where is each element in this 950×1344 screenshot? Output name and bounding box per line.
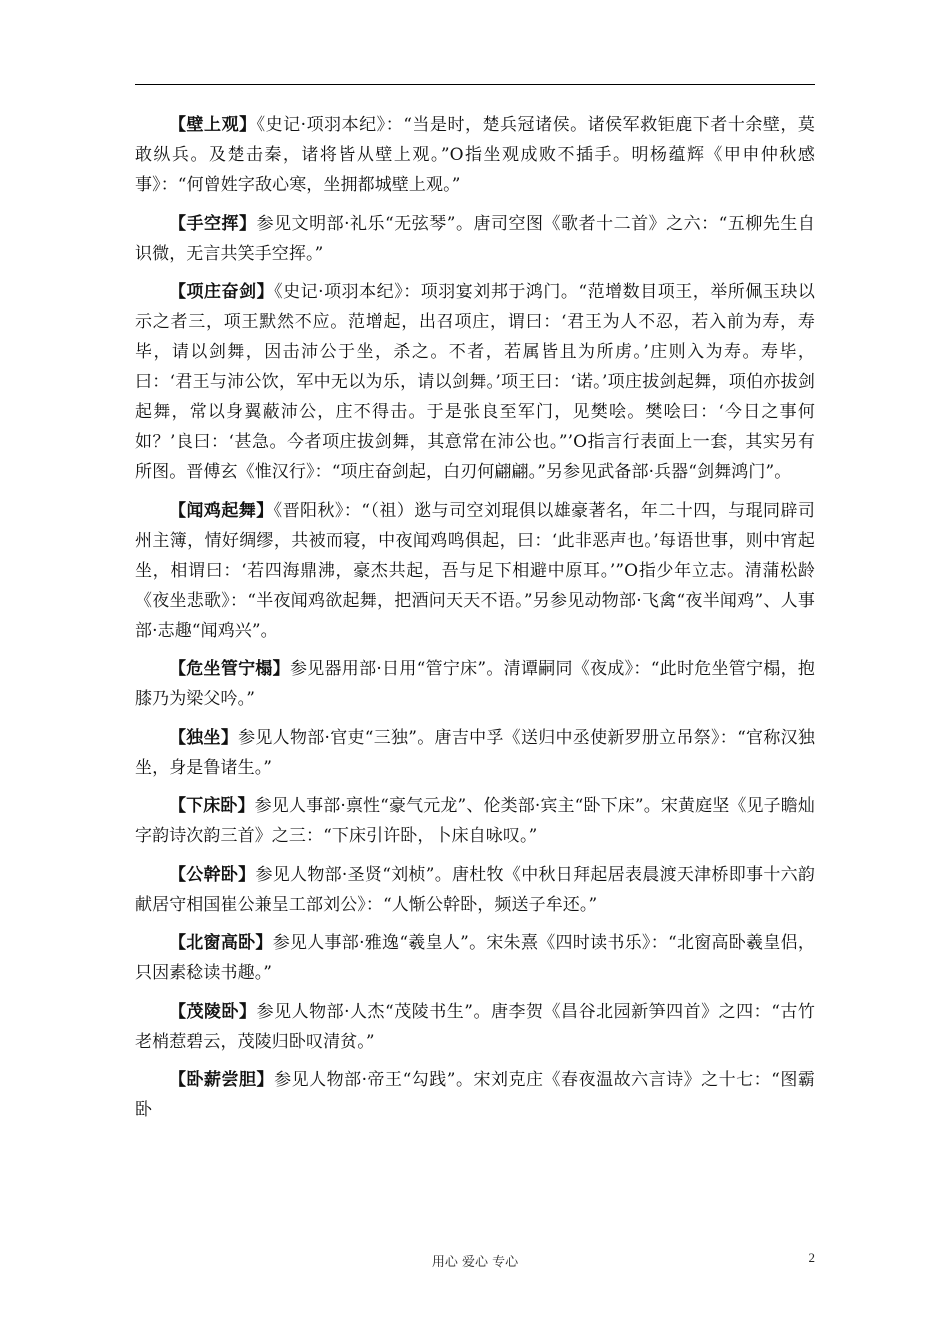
entry-duZuo xyxy=(135,723,815,783)
entry-headword: 【壁上观】 xyxy=(169,115,257,135)
entry-headword: 【手空挥】 xyxy=(169,213,257,234)
entry-text: 参见人物部·帝王“勾践”。宋刘克庄《春夜温故六言诗》之十七：“图霸卧 xyxy=(135,1070,815,1120)
entry-gongGanWo xyxy=(135,860,815,920)
entry-text: 参见人物部·圣贤“刘桢”。唐杜牧《中秋日拜起居表晨渡天津桥即事十六韵献居守相国崔公兼呈工部刘公》：“人惭公幹卧，频送子牟还。” xyxy=(135,864,816,915)
entry-wenJiQiWu xyxy=(135,496,815,646)
entry-maoLingWo xyxy=(135,997,815,1057)
page-number: 2 xyxy=(808,1250,815,1265)
entry-text: 参见人物部·官吏“三独”。唐吉中孚《送归中丞使新罗册立吊祭》：“官称汉独坐，身是鲁诸生。” xyxy=(135,727,815,778)
entry-text: 《晋阳秋》：“（祖）逖与司空刘琨俱以雄豪著名，年二十四，与琨同辟司州主簿，情好绸缪，共被而寝，中夜闻鸡鸣俱起，曰：‘此非恶声也。’每语世事，则中宵起坐，相谓曰：‘若四海鼎沸，豪杰共起，吾与足下相避中原耳。’”О指少年立志。清蒲松龄《夜坐悲歌》：“半夜闻鸡欲起舞，把酒问天天不语。”另参见动物部·飞禽“夜半闻鸡”、人事部·志趣“闻鸡兴”。 xyxy=(135,500,815,641)
entry-text: 《史记·项羽本纪》：“当是时，楚兵冠诸侯。诸侯军救钜鹿下者十余壁，莫敢纵兵。及楚击秦，诸将皆从壁上观。”О指坐观成败不插手。明杨蕴辉《甲申仲秋感事》：“何曾姓字敌心寒，坐拥都城壁上观。” xyxy=(135,115,815,195)
entry-text: 《史记·项羽本纪》：项羽宴刘邦于鸿门。“范增数目项王，举所佩玉玦以示之者三，项王默然不应。范增起，出召项庄，谓曰：‘君王为人不忍，若入前为寿，寿毕，请以剑舞，因击沛公于坐，杀之。不者，若属皆且为所虏。’庄则入为寿。寿毕，曰：‘君王与沛公饮，军中无以为乐，请以剑舞。’项王曰：‘诺。’项庄拔剑起舞，项伯亦拔剑起舞，常以身翼蔽沛公，庄不得击。于是张良至军门，见樊哙。樊哙曰：‘今日之事何如？’良曰：‘甚急。今者项庄拔剑舞，其意常在沛公也。”’О指言行表面上一套，其实另有所图。晋傅玄《惟汉行》：“项庄奋剑起，白刃何翩翩。”另参见武备部·兵器“剑舞鸿门”。 xyxy=(135,282,815,482)
entry-text: 参见人物部·人杰“茂陵书生”。唐李贺《昌谷北园新笋四首》之四：“古竹老梢惹碧云，茂陵归卧叹清贫。” xyxy=(135,1001,816,1052)
entry-headword: 【北窗高卧】 xyxy=(169,933,273,953)
entry-shouKongHui xyxy=(135,209,815,269)
entry-headword: 【危坐管宁榻】 xyxy=(169,659,290,679)
entry-xiaChuangWo xyxy=(135,791,815,851)
footer-motto: 用心 爱心 专心 xyxy=(431,1255,519,1270)
entry-headword: 【独坐】 xyxy=(169,727,239,748)
entry-xiangZhuangFenJian xyxy=(135,277,815,487)
entry-headword: 【卧薪尝胆】 xyxy=(169,1070,275,1090)
entry-headword: 【闻鸡起舞】 xyxy=(169,500,274,521)
entry-headword: 【下床卧】 xyxy=(169,796,255,816)
entry-headword: 【公幹卧】 xyxy=(169,864,256,885)
entry-headword: 【项庄奋剑】 xyxy=(169,282,275,302)
entry-text: 参见人事部·禀性“豪气元龙”、伦类部·宾主“卧下床”。宋黄庭坚《见子瞻灿字韵诗次韵三首》之三：“下床引许卧，卜床自咏叹。” xyxy=(135,796,816,846)
entry-text: 参见文明部·礼乐“无弦琴”。唐司空图《歌者十二首》之六：“五柳先生自识微，无言共笑手空挥。” xyxy=(135,213,816,264)
entry-weiZuoGuanNingTa xyxy=(135,654,815,714)
entry-headword: 【茂陵卧】 xyxy=(169,1001,257,1022)
page-body xyxy=(135,110,815,1134)
header-rule xyxy=(135,84,815,85)
entry-woXinChangDan xyxy=(135,1065,815,1125)
entry-text: 参见器用部·日用“管宁床”。清谭嗣同《夜成》：“此时危坐管宁榻，抱膝乃为梁父吟。” xyxy=(135,659,816,709)
entry-beiChuangGaoWo xyxy=(135,928,815,988)
entry-text: 参见人事部·雅逸“羲皇人”。宋朱熹《四时读书乐》：“北窗高卧羲皇侣，只因素稔读书趣。” xyxy=(135,933,815,983)
entry-biShangGuan xyxy=(135,110,815,200)
